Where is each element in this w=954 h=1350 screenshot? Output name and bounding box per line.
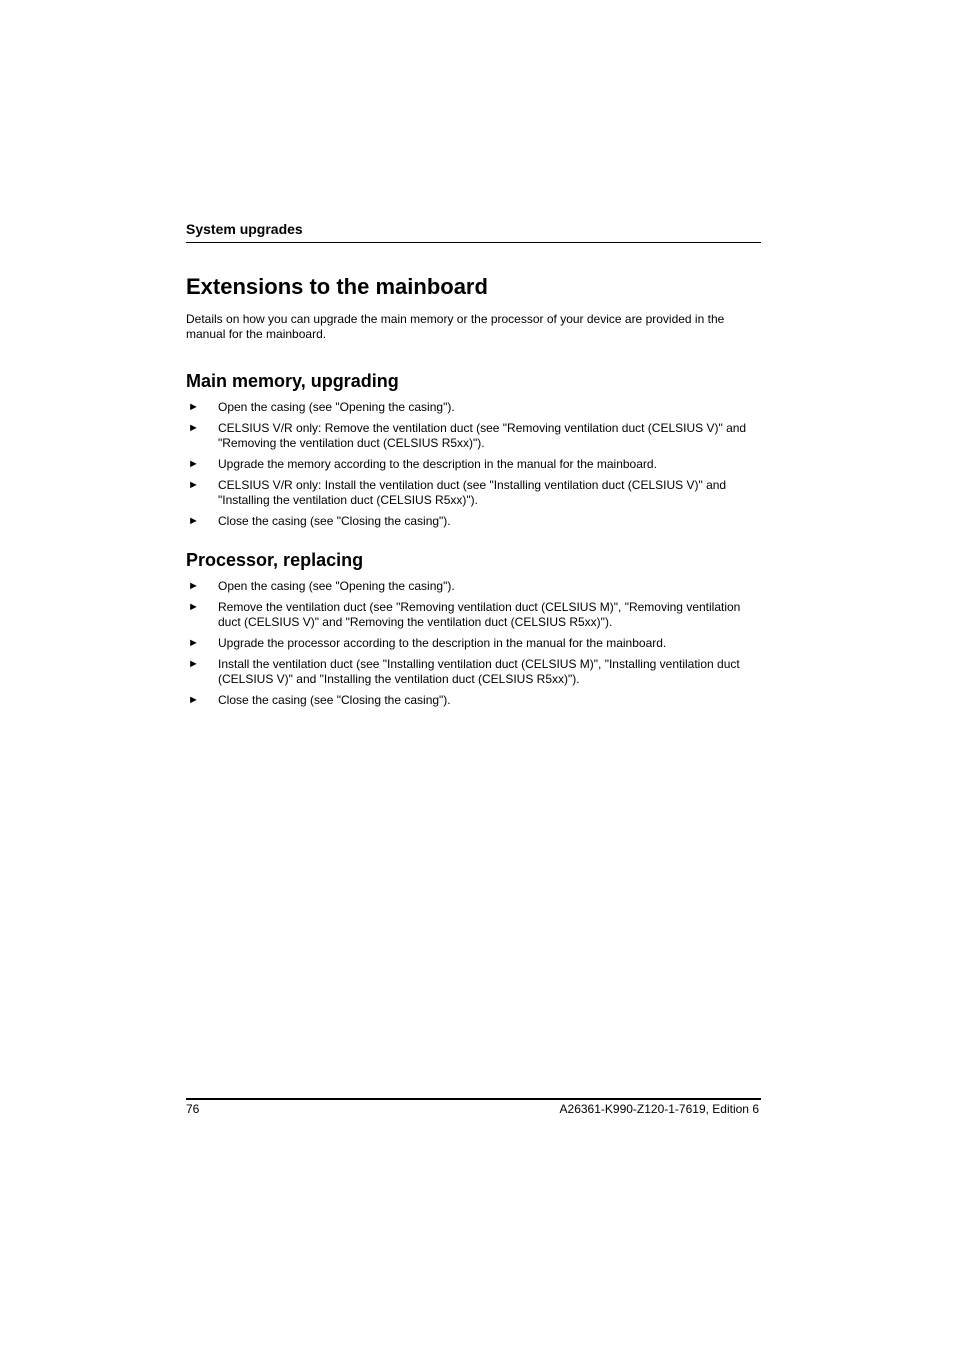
step-text: Install the ventilation duct (see "Installing ventilation duct (CELSIUS M)", "Installing ventilation duct (CELSIUS V)" and "Installing the ventilation duct (CELSIUS R5xx)").	[218, 657, 740, 686]
list-item	[186, 421, 761, 451]
step-text: CELSIUS V/R only: Install the ventilation duct (see "Installing ventilation duct (CELSIUS V)" and "Installing the ventilation duct (CELSIUS R5xx)").	[218, 478, 727, 507]
bullet-arrow-icon: ►	[188, 515, 199, 527]
bullet-arrow-icon: ►	[188, 601, 199, 613]
bullet-arrow-icon: ►	[188, 658, 199, 670]
section-title: Extensions to the mainboard	[186, 274, 488, 299]
step-text: Close the casing (see "Closing the casing").	[218, 514, 451, 528]
step-text: Remove the ventilation duct (see "Removing ventilation duct (CELSIUS M)", "Removing ventilation duct (CELSIUS V)" and "Removing the ventilation duct (CELSIUS R5xx)").	[218, 600, 741, 629]
step-text: CELSIUS V/R only: Remove the ventilation duct (see "Removing ventilation duct (CELSIUS V)" and "Removing the ventilation duct (CELSIUS R5xx)").	[218, 421, 747, 450]
list-item	[186, 579, 761, 594]
list-item	[186, 657, 761, 687]
list-item	[186, 478, 761, 508]
page-content	[186, 272, 761, 714]
list-item	[186, 514, 761, 529]
memory-steps-list	[186, 400, 761, 529]
page-header	[186, 220, 761, 243]
page-footer	[186, 1098, 761, 1116]
step-text: Open the casing (see "Opening the casing").	[218, 579, 455, 593]
list-item	[186, 693, 761, 708]
list-item	[186, 457, 761, 472]
processor-steps-list	[186, 579, 761, 708]
list-item	[186, 636, 761, 651]
document-id: A26361-K990-Z120-1-7619, Edition 6	[559, 1102, 759, 1116]
bullet-arrow-icon: ►	[188, 401, 199, 413]
step-text: Upgrade the processor according to the description in the manual for the mainboard.	[218, 636, 667, 650]
step-text: Open the casing (see "Opening the casing").	[218, 400, 455, 414]
bullet-arrow-icon: ►	[188, 479, 199, 491]
step-text: Close the casing (see "Closing the casing").	[218, 693, 451, 707]
bullet-arrow-icon: ►	[188, 637, 199, 649]
running-head: System upgrades	[186, 221, 303, 237]
memory-heading: Main memory, upgrading	[186, 371, 399, 391]
bullet-arrow-icon: ►	[188, 580, 199, 592]
bullet-arrow-icon: ►	[188, 694, 199, 706]
step-text: Upgrade the memory according to the description in the manual for the mainboard.	[218, 457, 657, 471]
bullet-arrow-icon: ►	[188, 458, 199, 470]
list-item	[186, 400, 761, 415]
processor-heading: Processor, replacing	[186, 550, 364, 570]
list-item	[186, 600, 761, 630]
page-number: 76	[186, 1102, 200, 1116]
bullet-arrow-icon: ►	[188, 422, 199, 434]
intro-paragraph: Details on how you can upgrade the main memory or the processor of your device are provided in the manual for the mainboard.	[186, 312, 725, 341]
